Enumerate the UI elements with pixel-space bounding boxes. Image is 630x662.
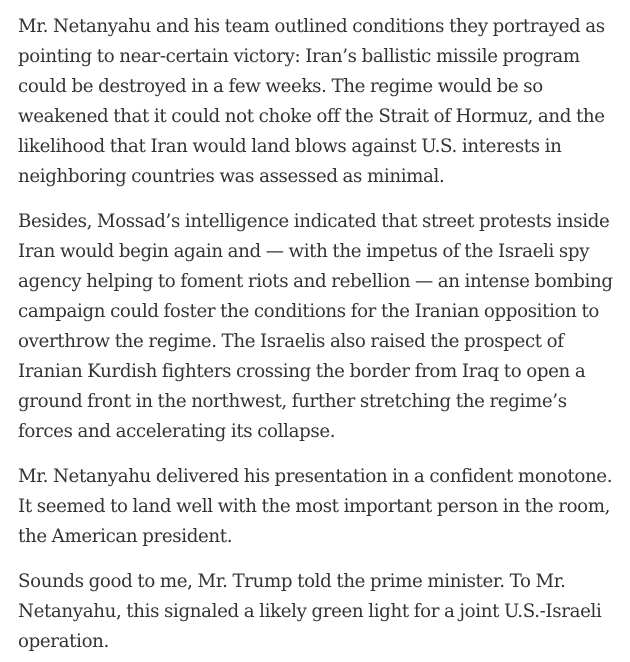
article-paragraph-1: Mr. Netanyahu and his team outlined conditions they portrayed as pointing to near-certain victory: Iran’s ballistic missile program could be destroyed in a few weeks. The regime would be so weakened that it could not choke off the Strait of Hormuz, and the likelihood that Iran would land blows against U.S. interests in neighboring countries was assessed as minimal.: [18, 16, 605, 187]
article-paragraph-2: Besides, Mossad’s intelligence indicated that street protests inside Iran would begin again and — with the impetus of the Israeli spy agency helping to foment riots and rebellion — an intense bombing campaign could foster the conditions for the Iranian opposition to overthrow the regime. The Israelis also raised the prospect of Iranian Kurdish fighters crossing the border from Iraq to open a ground front in the northwest, further stretching the regime’s forces and accelerating its collapse.: [18, 211, 613, 442]
article-paragraph-4: Sounds good to me, Mr. Trump told the prime minister. To Mr. Netanyahu, this signaled a likely green light for a joint U.S.-Israeli operation.: [18, 571, 602, 652]
article-paragraph-3: Mr. Netanyahu delivered his presentation in a confident monotone. It seemed to land well with the most important person in the room, the American president.: [18, 466, 613, 547]
